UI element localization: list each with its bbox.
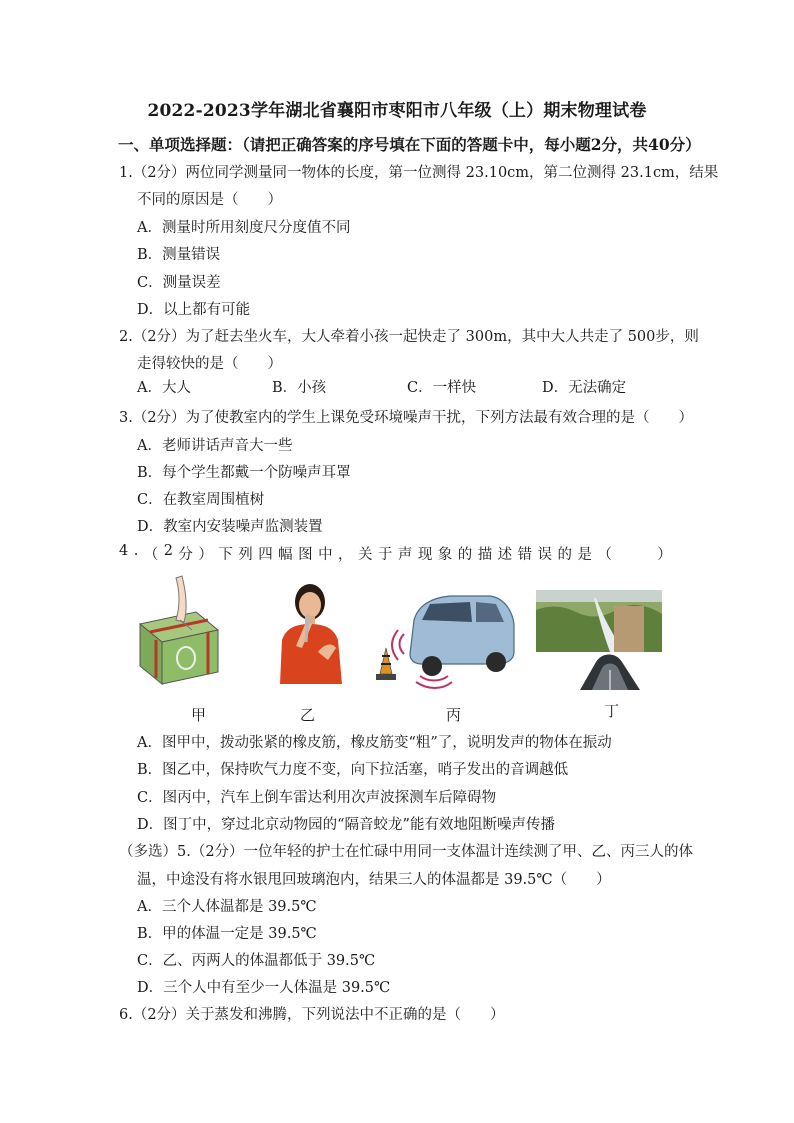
- figure-caption-jia: 甲: [191, 706, 207, 724]
- question-4-option-d: D．图丁中，穿过北京动物园的“隔音蛟龙”能有效地阻断噪声传播: [137, 817, 555, 833]
- section-heading: 一、单项选择题：（请把正确答案的序号填在下面的答题卡中，每小题2分，共40分）: [118, 135, 701, 154]
- question-2-option-d: D．无法确定: [542, 380, 627, 396]
- page-title: 2022-2023学年湖北省襄阳市枣阳市八年级（上）期末物理试卷: [147, 101, 647, 121]
- question-1-option-c: C．测量误差: [137, 275, 221, 291]
- question-2-stem-cont: 走得较快的是（ ）: [137, 356, 282, 372]
- question-4-stem: 4 . （ 2 分 ） 下 列 四 幅 图 中 ， 关 于 声 现 象 的 描 述 错 误 的 是 （ ）: [119, 543, 672, 563]
- question-5-option-d: D．三个人中有至少一人体温是 39.5℃: [137, 980, 391, 996]
- figure-bing-car-radar: [370, 590, 516, 690]
- question-1-option-d: D．以上都有可能: [137, 302, 251, 318]
- question-2-option-b: B．小孩: [272, 380, 327, 396]
- question-1-stem-cont: 不同的原因是（ ）: [137, 192, 282, 208]
- figure-yi-woman-whistle: [272, 580, 348, 684]
- question-4-option-b: B．图乙中，保持吹气力度不变，向下拉活塞，哨子发出的音调越低: [137, 762, 569, 778]
- figure-caption-yi: 乙: [300, 706, 316, 724]
- question-5-stem-cont: 温，中途没有将水银甩回玻璃泡内，结果三人的体温都是 39.5℃（ ）: [137, 872, 611, 888]
- question-5-option-c: C．乙、丙两人的体温都低于 39.5℃: [137, 953, 376, 969]
- question-4-option-c: C．图丙中，汽车上倒车雷达利用次声波探测车后障碍物: [137, 790, 497, 806]
- figure-ding-sound-barrier: [536, 590, 662, 690]
- question-3-option-b: B．每个学生都戴一个防噪声耳罩: [137, 465, 351, 481]
- question-5-option-a: A．三个人体温都是 39.5℃: [137, 899, 317, 915]
- question-5-option-b: B．甲的体温一定是 39.5℃: [137, 926, 317, 942]
- figure-jia-rubber-band-box: [136, 572, 222, 692]
- question-5-stem: （多选）5.（2分）一位年轻的护士在忙碌中用同一支体温计连续测了甲、乙、丙三人的体: [119, 844, 694, 860]
- question-2-option-c: C．一样快: [407, 380, 477, 396]
- question-1-option-b: B．测量错误: [137, 247, 221, 263]
- question-4-option-a: A．图甲中，拨动张紧的橡皮筋，橡皮筋变“粗”了，说明发声的物体在振动: [137, 735, 612, 751]
- question-1-stem: 1.（2分）两位同学测量同一物体的长度，第一位测得 23.10cm，第二位测得 23.1cm，结果: [119, 165, 719, 181]
- question-3-stem: 3.（2分）为了使教室内的学生上课免受环境噪声干扰，下列方法最有效合理的是（ ）: [119, 410, 694, 426]
- question-2-option-a: A．大人: [137, 380, 191, 396]
- figure-caption-bing: 丙: [446, 706, 462, 724]
- question-3-option-c: C．在教室周围植树: [137, 492, 265, 508]
- question-2-options: [137, 376, 677, 397]
- figure-caption-ding: 丁: [604, 702, 620, 720]
- question-6-stem: 6.（2分）关于蒸发和沸腾，下列说法中不正确的是（ ）: [119, 1007, 505, 1023]
- question-2-stem: 2.（2分）为了赶去坐火车，大人牵着小孩一起快走了 300m，其中大人共走了 500步，则: [119, 329, 699, 345]
- question-3-option-d: D．教室内安装噪声监测装置: [137, 519, 323, 535]
- question-3-option-a: A．老师讲话声音大一些: [137, 438, 293, 454]
- question-1-option-a: A．测量时所用刻度尺分度值不同: [137, 220, 351, 236]
